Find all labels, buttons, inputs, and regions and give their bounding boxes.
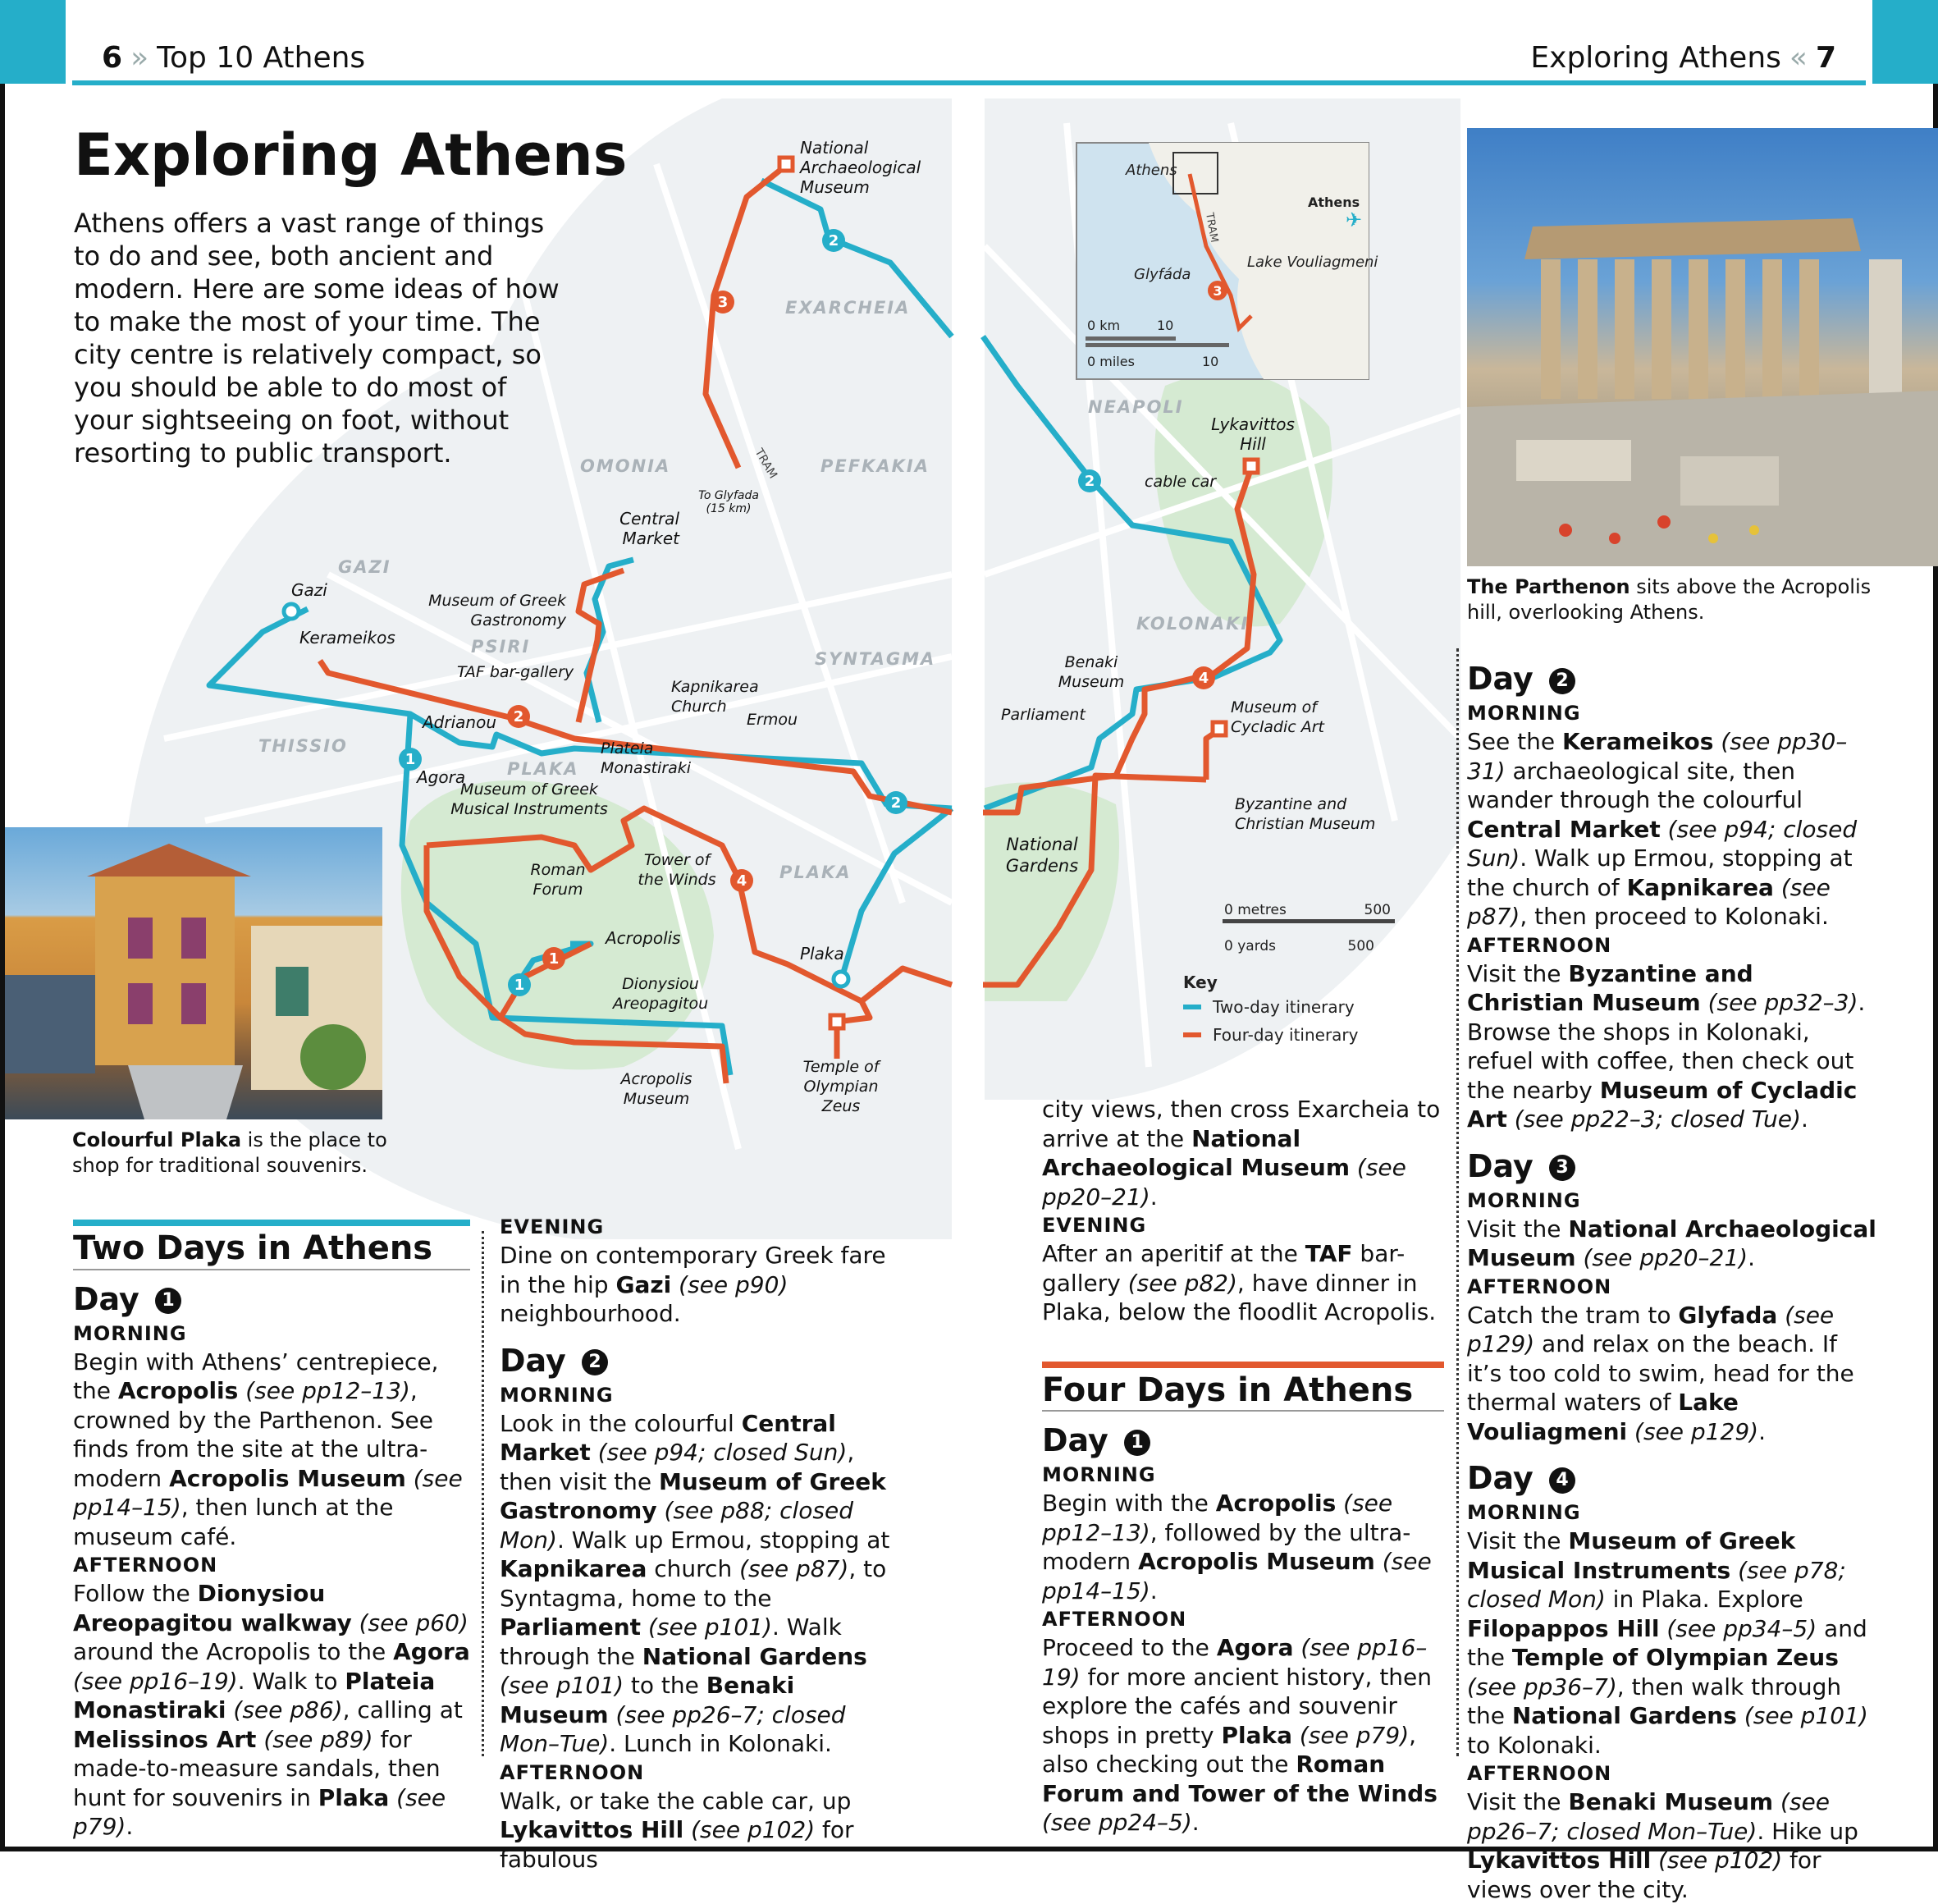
label-gazi: Gazi	[291, 580, 327, 600]
parthenon-illustration	[1467, 128, 1938, 566]
four-days-col-2: Day 2 MORNING See the Kerameikos (see pp30–31) archaeological site, then wander through the colourful Central Market (see p94; closed Sun). Walk up Ermou, stopping at the church of Kapnikarea (see p87), then proceed to Kolonaki. AFTERNOON Visit the Byzantine and Christian Museum (see pp32–3). Browse the shops in Kolonaki, refuel with coffee, then check out the nearby Museum of Cycladic Art (see pp22–3; closed Tue). Day 3 MORNING Visit the National Archaeological Museum (see pp20–21). AFTERNOON Catch the tram to Glyfada (see p129) and relax on the beach. If it’s too cold to swim, head for the thermal waters of Lake Vouliagmeni (see p129). Day 4 MORNING Visit the Museum of Greek Musical Instruments (see p78; closed Mon) in Plaka. Explore Filopappos Hill (see pp34–5) and the Temple of Olympian Zeus (see pp36–7), then walk through the National Gardens (see p101) to Kolonaki. AFTERNOON Visit the Benaki Museum (see pp26–7; closed Mon–Tue). Hike up Lykavittos Hill (see p102) for views over the city.	[1467, 650, 1877, 1904]
morning-label: MORNING	[73, 1321, 187, 1345]
day-number-badge: 1	[155, 1288, 181, 1314]
svg-text:Two-day itinerary: Two-day itinerary	[1213, 997, 1355, 1017]
district-exarcheia: EXARCHEIA	[785, 298, 911, 318]
four-day-1-heading: Day 1	[1042, 1420, 1444, 1461]
svg-text:Four-day itinerary: Four-day itinerary	[1213, 1025, 1359, 1045]
label-gardens: National Gardens	[1005, 835, 1079, 876]
svg-text:Glyfáda: Glyfáda	[1134, 266, 1191, 283]
label-nam: National Archaeological Museum	[800, 138, 921, 197]
four-day-1-afternoon: Proceed to the Agora (see pp16–19) for more ancient history, then explore the cafés and souvenir shops in pretty Plaka (see p79), also checking out the Roman Forum and Tower of the Winds (see pp24–5).	[1042, 1634, 1438, 1836]
svg-text:2: 2	[890, 794, 902, 812]
district-psiri: PSIRI	[471, 637, 531, 657]
two-day-1-afternoon: Follow the Dionysiou Areopagitou walkway (see p60) around the Acropolis to the Agora (see pp16–19). Walk to Plateia Monastiraki (see p86), calling at Melissinos Art (see p89) for made-to-measure sandals, then hunt for souvenirs in Plaka (see p79).	[73, 1580, 470, 1840]
svg-text:Athens: Athens	[1126, 162, 1177, 179]
two-days-col-2: EVENING Dine on contemporary Greek fare in the hip Gazi (see p90) neighbourhood. Day 2 MORNING Look in the colourful Central Market (see p94; closed Sun), then visit the Museum of Greek Gastronomy (see p88; closed Mon). Walk up Ermou, stopping at Kapnikarea church (see p87), to Syntagma, home to the Parliament (see p101). Walk through the National Gardens (see p101) to the Benaki Museum (see pp26–7; closed Mon–Tue). Lunch in Kolonaki. AFTERNOON Walk, or take the cable car, up Lykavittos Hill (see p102) for fabulous	[500, 1213, 910, 1874]
left-color-tab	[0, 0, 66, 84]
district-plaka-1: PLAKA	[507, 759, 579, 779]
plaka-illustration	[5, 827, 382, 1119]
svg-text:Lake Vouliagmeni: Lake Vouliagmeni	[1247, 254, 1378, 271]
label-parliament: Parliament	[1001, 706, 1086, 724]
zeus-endpoint	[830, 1015, 843, 1028]
right-running-title: Exploring Athens	[1530, 41, 1781, 75]
svg-text:3: 3	[1213, 283, 1223, 299]
four-days-col: city views, then cross Exarcheia to arrive at the National Archaeological Museum (see pp20–21). EVENING After an aperitif at the TAF bar-gallery (see p82), have dinner in Plaka, below the floodlit Acropolis. Four Days in Athens Day 1 MORNING Begin with the Acropolis (see pp12–13), followed by the ultra-modern Acropolis Museum (see pp14–15). AFTERNOON Proceed to the Agora (see pp16–19) for more ancient history, then explore the cafés and souvenir shops in pretty Plaka (see p79), also checking out the Roman Forum and Tower of the Winds (see pp24–5).	[1042, 1095, 1444, 1838]
two-day-2-afternoon: Walk, or take the cable car, up Lykavittos Hill (see p102) for fabulous	[500, 1787, 854, 1873]
svg-text:2: 2	[1084, 473, 1095, 490]
svg-text:1: 1	[405, 751, 416, 768]
svg-text:500: 500	[1347, 938, 1374, 954]
label-instruments: Museum of Greek Musical Instruments	[450, 780, 608, 818]
label-acropolis: Acropolis	[606, 928, 681, 948]
svg-text:500: 500	[1364, 902, 1391, 918]
four-day-2-afternoon: Visit the Byzantine and Christian Museum (see pp32–3). Browse the shops in Kolonaki, refuel with coffee, then check out the nearby Museum of Cycladic Art (see pp22–3; closed Tue).	[1467, 959, 1866, 1133]
four-day-4-afternoon: Visit the Benaki Museum (see pp26–7; closed Mon–Tue). Hike up Lykavittos Hill (see p102) for views over the city.	[1467, 1788, 1858, 1903]
svg-text:TRAM: TRAM	[1203, 212, 1221, 244]
plaka-photo	[5, 827, 382, 1119]
running-header	[0, 0, 1938, 84]
label-benaki: Benaki Museum	[1058, 653, 1125, 691]
district-thissio: THISSIO	[258, 736, 348, 756]
header-rule	[72, 80, 1866, 85]
chevron-right-icon: »	[130, 41, 149, 75]
label-central-market: Central Market	[619, 509, 679, 548]
two-day-1-heading: Day 1	[73, 1279, 470, 1320]
four-day-1-morning: Begin with the Acropolis (see pp12–13), followed by the ultra-modern Acropolis Museum (see pp14–15).	[1042, 1490, 1432, 1604]
airplane-icon: ✈	[1346, 208, 1363, 231]
svg-text:10: 10	[1157, 318, 1174, 333]
two-days-heading: Two Days in Athens	[73, 1229, 433, 1267]
two-day-1-evening: Dine on contemporary Greek fare in the hip Gazi (see p90) neighbourhood.	[500, 1242, 886, 1327]
label-lykavittos: Lykavittos Hill	[1211, 414, 1295, 454]
page-title: Exploring Athens	[74, 121, 628, 189]
left-running-head	[102, 41, 365, 75]
four-day-4-morning: Visit the Museum of Greek Musical Instruments (see p78; closed Mon) in Plaka. Explore Filopappos Hill (see pp34–5) and the Temple of Olympian Zeus (see pp36–7), then walk through the National Gardens (see p101) to Kolonaki.	[1467, 1527, 1868, 1759]
label-adrianou: Adrianou	[423, 712, 496, 732]
label-to-glyfada: To Glyfada (15 km)	[698, 489, 759, 515]
svg-text:1: 1	[514, 977, 525, 994]
svg-text:0 metres: 0 metres	[1224, 902, 1287, 918]
svg-text:Athens: Athens	[1308, 195, 1360, 210]
column-divider	[482, 1231, 484, 1756]
four-day-3-morning: Visit the National Archaeological Museum (see pp20–21).	[1467, 1215, 1876, 1271]
day-4-heading: Day 4	[1467, 1458, 1877, 1499]
inset-map	[1076, 143, 1378, 379]
two-day-1-morning: Begin with Athens’ centrepiece, the Acropolis (see pp12–13), crowned by the Parthenon. See finds from the site at the ultra-modern Acropolis Museum (see pp14–15), then lunch at the museum café.	[73, 1348, 463, 1550]
district-syntagma: SYNTAGMA	[815, 649, 936, 669]
district-kolonaki: KOLONAKI	[1136, 614, 1250, 634]
district-neapoli: NEAPOLI	[1088, 397, 1184, 417]
label-cable-car: cable car	[1145, 473, 1217, 491]
label-cycladic: Museum of Cycladic Art	[1231, 698, 1324, 736]
two-day-2-heading: Day 2	[500, 1340, 910, 1381]
two-day-2-continued: city views, then cross Exarcheia to arrive at the National Archaeological Museum (see pp20–21).	[1042, 1096, 1441, 1211]
nam-endpoint	[779, 158, 793, 171]
right-color-tab	[1872, 0, 1938, 84]
district-gazi: GAZI	[338, 557, 391, 577]
parthenon-photo	[1467, 128, 1938, 566]
district-pefkakia: PEFKAKIA	[820, 456, 930, 476]
plaka-caption: Colourful Plaka is the place to shop for traditional souvenirs.	[72, 1128, 387, 1177]
day-3-heading: Day 3	[1467, 1146, 1877, 1187]
svg-text:4: 4	[736, 872, 747, 890]
left-running-title: Top 10 Athens	[157, 41, 366, 75]
label-dionysiou: Dionysiou Areopagitou	[612, 975, 709, 1013]
label-tower-winds: Tower of the Winds	[638, 851, 716, 889]
four-day-2-morning: See the Kerameikos (see pp30–31) archaeological site, then wander through the colourful Central Market (see p94; closed Sun). Walk up Ermou, stopping at the church of Kapnikarea (see p87), then proceed to Kolonaki.	[1467, 728, 1858, 930]
label-plaka: Plaka	[800, 944, 844, 963]
four-days-heading: Four Days in Athens	[1042, 1371, 1414, 1409]
label-ermou: Ermou	[747, 711, 798, 729]
two-days-col-1	[73, 1220, 470, 1842]
label-roman-forum: Roman Forum	[530, 861, 586, 899]
label-kerameikos: Kerameikos	[299, 628, 395, 648]
column-divider	[1456, 648, 1459, 1756]
svg-text:0 km: 0 km	[1087, 318, 1121, 333]
gazi-endpoint	[284, 604, 299, 619]
right-running-head	[1530, 41, 1836, 75]
plaka-endpoint	[834, 972, 848, 986]
label-byzantine: Byzantine and Christian Museum	[1235, 795, 1376, 833]
left-page-number: 6	[102, 41, 123, 75]
label-kapnikarea: Kapnikarea Church	[671, 678, 759, 716]
svg-text:3: 3	[717, 294, 729, 311]
svg-text:0 miles: 0 miles	[1087, 354, 1135, 369]
two-day-2-morning: Look in the colourful Central Market (see p94; closed Sun), then visit the Museum of Greek Gastronomy (see p88; closed Mon). Walk up Ermou, stopping at Kapnikarea church (see p87), to Syntagma, home to the Parliament (see p101). Walk through the National Gardens (see p101) to the Benaki Museum (see pp26–7; closed Mon–Tue). Lunch in Kolonaki.	[500, 1409, 890, 1757]
label-gastronomy: Museum of Greek Gastronomy	[428, 592, 566, 629]
svg-text:4: 4	[1198, 670, 1209, 687]
right-page-number: 7	[1815, 41, 1836, 75]
district-omonia: OMONIA	[580, 456, 671, 476]
district-plaka-2: PLAKA	[779, 863, 852, 882]
label-taf: TAF bar-gallery	[457, 663, 574, 681]
four-day-3-afternoon: Catch the tram to Glyfada (see p129) and relax on the beach. If it’s too cold to swim, head for the thermal waters of Lake Vouliagmeni (see p129).	[1467, 1301, 1854, 1445]
svg-text:Key: Key	[1183, 973, 1218, 992]
cycladic-endpoint	[1213, 722, 1226, 735]
label-plateia: Plateia Monastiraki	[601, 739, 692, 777]
svg-text:0 yards: 0 yards	[1224, 938, 1277, 954]
svg-text:2: 2	[513, 708, 524, 725]
label-acropolis-museum: Acropolis Museum	[620, 1070, 692, 1108]
parthenon-caption: The Parthenon sits above the Acropolis hill, overlooking Athens.	[1467, 575, 1872, 624]
intro-text: Athens offers a vast range of things to do and see, both ancient and modern. Here are some ideas of how to make the most of your time. The city centre is relatively compact, so you should be able to do most of your sightseeing on foot, without resorting to public transport.	[74, 208, 560, 469]
afternoon-label: AFTERNOON	[73, 1554, 218, 1577]
chevron-left-icon: «	[1789, 41, 1808, 75]
day-2-heading: Day 2	[1467, 658, 1877, 699]
evening-label: EVENING	[500, 1215, 605, 1238]
label-agora: Agora	[417, 767, 466, 787]
svg-text:2: 2	[828, 232, 839, 249]
two-day-2-evening: After an aperitif at the TAF bar-gallery (see p82), have dinner in Plaka, below the floodlit Acropolis.	[1042, 1240, 1437, 1325]
label-zeus: Temple of Olympian Zeus	[802, 1058, 880, 1115]
svg-text:1: 1	[548, 950, 560, 968]
svg-text:10: 10	[1202, 354, 1219, 369]
label-tram: TRAM	[752, 446, 780, 482]
